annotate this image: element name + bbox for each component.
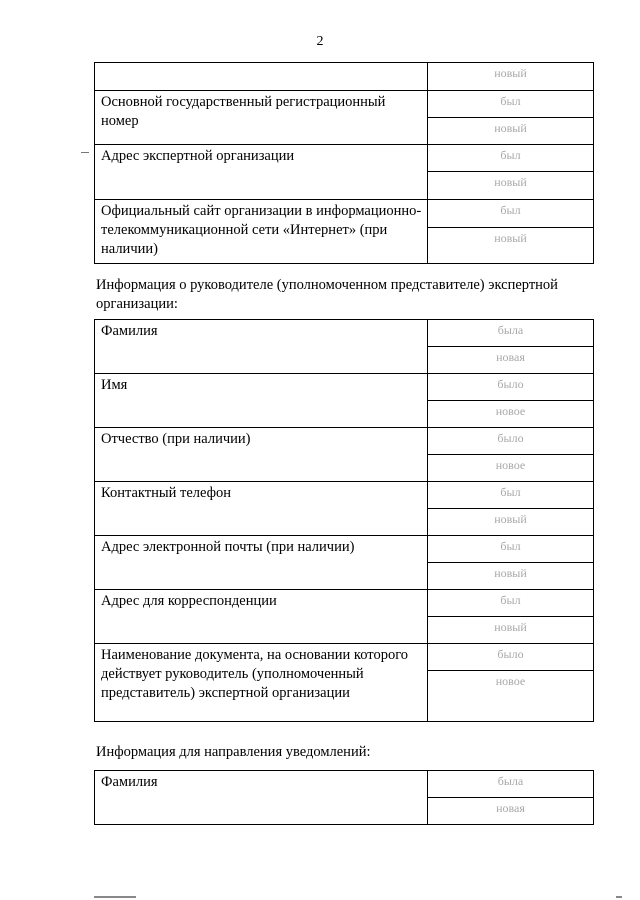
table-row xyxy=(95,771,594,798)
scan-edge-dot xyxy=(616,896,622,898)
value-cell-old[interactable]: было xyxy=(428,374,594,401)
value-cell-new[interactable]: новый xyxy=(428,617,594,644)
row-label-phone: Контактный телефон xyxy=(95,482,428,536)
table-row xyxy=(95,63,594,91)
row-label-address: Адрес экспертной организации xyxy=(95,145,428,200)
row-label-authority-document: Наименование документа, на основании которого действует руководитель (уполномоченный представитель) экспертной организации xyxy=(95,644,428,722)
value-cell-old[interactable]: был xyxy=(428,536,594,563)
value-cell-old[interactable]: было xyxy=(428,644,594,671)
value-cell-new[interactable]: новый xyxy=(428,509,594,536)
table-row xyxy=(95,374,594,401)
row-label-patronymic: Отчество (при наличии) xyxy=(95,428,428,482)
value-cell-new[interactable]: новое xyxy=(428,671,594,722)
table-row xyxy=(95,91,594,118)
section-heading-notifications: Информация для направления уведомлений: xyxy=(96,744,371,760)
value-cell-new[interactable]: новый xyxy=(428,227,594,263)
value-cell-new[interactable]: новый xyxy=(428,172,594,200)
table-row xyxy=(95,145,594,172)
section-heading-head: Информация о руководителе (уполномоченном представителе) экспертной организации: xyxy=(96,277,558,312)
row-label-email: Адрес электронной почты (при наличии) xyxy=(95,536,428,590)
page-number: 2 xyxy=(316,34,324,49)
row-label-name: Имя xyxy=(95,374,428,428)
table-row xyxy=(95,644,594,671)
value-cell-old[interactable]: был xyxy=(428,91,594,118)
value-cell-new[interactable]: новая xyxy=(428,798,594,825)
value-cell-new[interactable]: новый xyxy=(428,118,594,145)
value-cell-old[interactable]: был xyxy=(428,590,594,617)
row-label-surname: Фамилия xyxy=(95,771,428,825)
table-row xyxy=(95,536,594,563)
table-row xyxy=(95,200,594,228)
row-label-empty xyxy=(95,63,428,91)
table-row xyxy=(95,428,594,455)
table-row xyxy=(95,482,594,509)
row-label-ogrn: Основной государственный регистрационный номер xyxy=(95,91,428,145)
value-cell-old[interactable]: была xyxy=(428,771,594,798)
value-cell-new[interactable]: новая xyxy=(428,347,594,374)
value-cell-new[interactable]: новое xyxy=(428,401,594,428)
value-cell-new[interactable]: новый xyxy=(428,563,594,590)
row-label-website: Официальный сайт организации в информационно-телекоммуникационной сети «Интернет» (при наличии) xyxy=(95,200,428,264)
notification-table xyxy=(94,770,594,825)
value-cell-old[interactable]: было xyxy=(428,428,594,455)
table-row xyxy=(95,590,594,617)
value-cell-old[interactable]: был xyxy=(428,200,594,228)
value-cell-old[interactable]: была xyxy=(428,320,594,347)
head-info-table xyxy=(94,319,594,722)
value-cell-new[interactable]: новый xyxy=(428,63,594,91)
value-cell-old[interactable]: был xyxy=(428,482,594,509)
row-label-surname: Фамилия xyxy=(95,320,428,374)
margin-mark xyxy=(81,152,89,153)
value-cell-old[interactable]: был xyxy=(428,145,594,172)
scan-edge-mark xyxy=(94,896,136,898)
table-row xyxy=(95,320,594,347)
organization-table xyxy=(94,62,594,264)
row-label-postal-address: Адрес для корреспонденции xyxy=(95,590,428,644)
value-cell-new[interactable]: новое xyxy=(428,455,594,482)
